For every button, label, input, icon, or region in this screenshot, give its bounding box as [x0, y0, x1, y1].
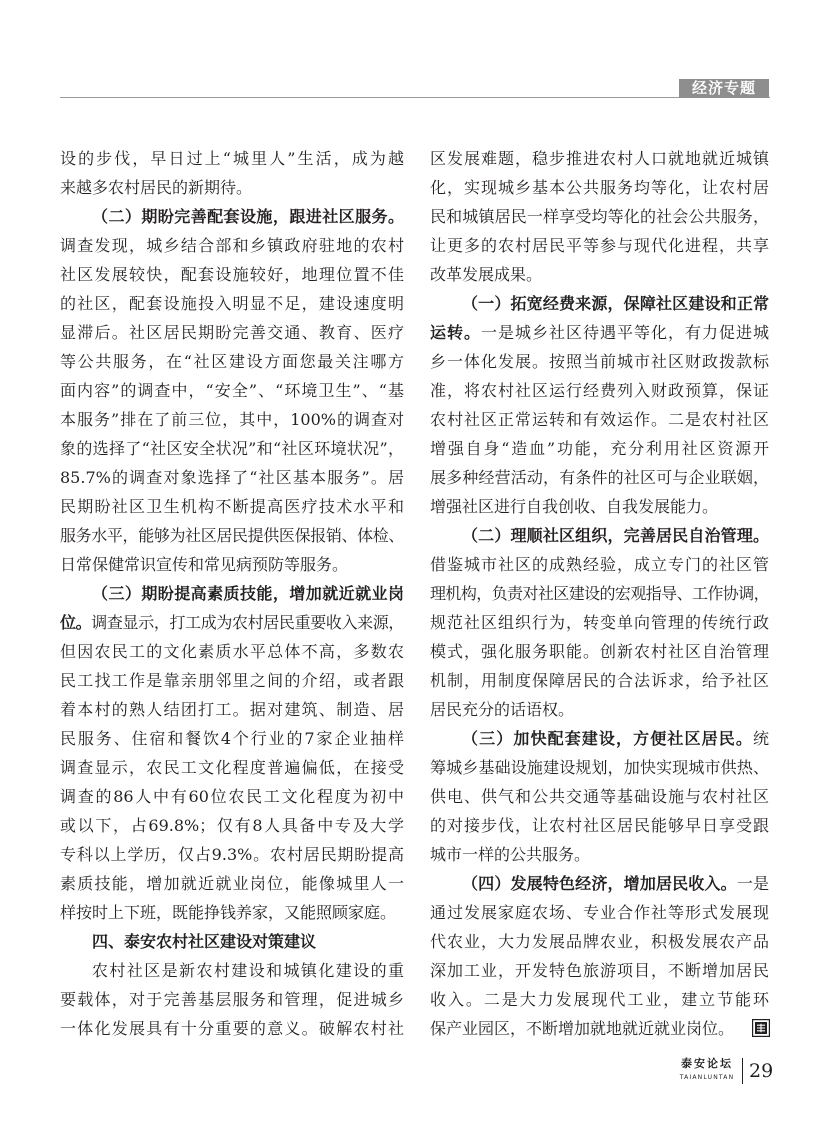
text-line	[60, 579, 404, 608]
text-line: 区发展难题，稳步推进农村人口就地就近城镇	[430, 149, 769, 168]
section-label: 经济专题	[679, 79, 769, 98]
text-line: 专科以上学历，仅占9.3%。农村居民期盼提高	[60, 845, 404, 864]
text-line: 显滞后。社区居民期盼完善交通、教育、医疗	[60, 323, 404, 342]
text-line: 民工找工作是靠亲朋邻里之间的介绍，或者跟	[60, 671, 404, 690]
text-line: 社区发展较快，配套设施较好，地理位置不佳	[60, 265, 404, 284]
text-line: 通过发展家庭农场、专业合作社等形式发展现	[430, 903, 769, 922]
right-column	[430, 144, 769, 1043]
body-text: 调查显示，打工成为农村居民重要收入来源，	[91, 613, 404, 632]
bold-lead-text: 位。	[60, 613, 92, 632]
text-line: 准，将农村社区运行经费列入财政预算，保证	[430, 381, 769, 400]
text-line	[60, 927, 404, 956]
journal-name: 泰安论坛	[681, 1057, 733, 1070]
text-line: 素质技能，增加就近就业岗位，能像城里人一	[60, 874, 404, 893]
text-line	[430, 724, 769, 753]
text-line: 理机构，负责对社区建设的宏观指导、工作协调，	[430, 584, 769, 603]
paragraph	[430, 869, 769, 1043]
text-line: 调查发现，城乡结合部和乡镇政府驻地的农村	[60, 236, 404, 255]
page-number: 29	[749, 1060, 774, 1082]
body-text: 一是	[736, 874, 769, 893]
bold-lead-text: （四）发展特色经济，增加居民收入。	[462, 874, 737, 893]
text-line: 着本村的熟人结团打工。据对建筑、制造、居	[60, 700, 404, 719]
text-line: 的社区，配套设施投入明显不足，建设速度明	[60, 294, 404, 313]
text-line: 保产业园区，不断增加就地就近就业岗位。	[430, 1019, 735, 1038]
text-line	[430, 289, 769, 318]
bold-lead-text: （一）拓宽经费来源，保障社区建设和正常	[462, 294, 769, 313]
paragraph	[60, 579, 404, 927]
paragraph	[430, 724, 769, 869]
text-line: 居民充分的话语权。	[430, 700, 575, 719]
text-line: 乡一体化发展。按照当前城市社区财政拨款标	[430, 352, 769, 371]
body-text: 一是城乡社区待遇平等化，有力促进城	[481, 323, 769, 342]
end-mark-icon	[752, 1019, 770, 1037]
text-line: 农村社区正常运转和有效运作。二是农村社区	[430, 410, 769, 429]
text-line: 改革发展成果。	[430, 265, 543, 284]
paragraph	[60, 202, 404, 579]
bold-lead-text: 运转。	[430, 323, 481, 342]
paragraph	[430, 144, 769, 289]
text-line: 代农业，大力发展品牌农业，积极发展农产品	[430, 932, 769, 951]
text-line: 调查的86人中有60位农民工文化程度为初中	[60, 787, 404, 806]
text-line: 供电、供气和公共交通等基础设施与农村社区	[430, 787, 769, 806]
text-line: 一体化发展具有十分重要的意义。破解农村社	[60, 1019, 404, 1038]
text-line: 模式，强化服务职能。创新农村社区自治管理	[430, 642, 769, 661]
text-line: 等公共服务，在“社区建设方面您最关注哪方	[60, 352, 404, 371]
text-line: 化，实现城乡基本公共服务均等化，让农村居	[430, 178, 769, 197]
text-line: 增强自身“造血”功能，充分利用社区资源开	[430, 439, 769, 458]
text-line: 样按时上下班，既能挣钱养家，又能照顾家庭。	[60, 903, 397, 922]
text-line: 象的选择了“社区安全状况”和“社区环境状况”，	[60, 439, 404, 458]
body-text: 统	[752, 729, 769, 748]
text-line: 或以下，占69.8%；仅有8人具备中专及大学	[60, 816, 404, 835]
paragraph	[60, 956, 404, 1043]
paragraph	[60, 144, 404, 202]
text-line: 但因农民工的文化素质水平总体不高，多数农	[60, 642, 404, 661]
text-line: 规范社区组织行为，转变单向管理的传统行政	[430, 613, 769, 632]
text-line: 日常保健常识宣传和常见病预防等服务。	[60, 555, 349, 574]
bold-lead-text: （三）加快配套建设，方便社区居民。	[462, 729, 753, 748]
text-line	[430, 521, 769, 550]
header-rule	[60, 97, 770, 98]
section-heading	[60, 927, 404, 956]
text-line: 面内容”的调查中，“安全”、“环境卫生”、“基	[60, 381, 404, 400]
paragraph	[430, 521, 769, 724]
text-line: 本服务”排在了前三位，其中，100%的调查对	[60, 410, 404, 429]
left-column	[60, 144, 404, 1043]
text-line: 收入。二是大力发展现代工业，建立节能环	[430, 990, 769, 1009]
bold-lead-text: （二）理顺社区组织，完善居民自治管理。	[462, 526, 769, 545]
text-line: 城市一样的公共服务。	[430, 845, 591, 864]
bold-lead-text: 四、泰安农村社区建设对策建议	[92, 932, 317, 951]
text-line	[430, 318, 769, 347]
text-line: 深加工业，开发特色旅游项目，不断增加居民	[430, 961, 769, 980]
text-line: 85.7%的调查对象选择了“社区基本服务”。居	[60, 468, 404, 487]
text-line: 民期盼社区卫生机构不断提高医疗技术水平和	[60, 497, 404, 516]
footer-divider	[742, 1058, 743, 1084]
text-line: 民和城镇居民一样享受均等化的社会公共服务，	[430, 207, 769, 226]
text-line: 增强社区进行自我创收、自我发展能力。	[430, 497, 719, 516]
text-line	[430, 869, 769, 898]
text-line: 农村社区是新农村建设和城镇化建设的重	[92, 961, 404, 980]
text-line: 借鉴城市社区的成熟经验，成立专门的社区管	[430, 555, 769, 574]
bold-lead-text: （三）期盼提高素质技能，增加就近就业岗	[92, 584, 404, 603]
text-line: 机制，用制度保障居民的合法诉求，给予社区	[430, 671, 769, 690]
journal-pinyin: TAIANLUNTAN	[679, 1074, 735, 1081]
text-line: 服务水平，能够为社区居民提供医保报销、体检、	[60, 526, 404, 545]
text-line	[60, 608, 404, 637]
text-line: 筹城乡基础设施建设规划，加快实现城市供热、	[430, 758, 769, 777]
text-line: 要载体，对于完善基层服务和管理，促进城乡	[60, 990, 404, 1009]
text-line: 来越多农村居民的新期待。	[60, 178, 253, 197]
text-line: 设的步伐，早日过上“城里人”生活，成为越	[60, 149, 404, 168]
bold-lead-text: （二）期盼完善配套设施，跟进社区服务。	[92, 207, 404, 226]
text-line: 的对接步伐，让农村社区居民能够早日享受跟	[430, 816, 769, 835]
text-line: 让更多的农村居民平等参与现代化进程，共享	[430, 236, 769, 255]
paragraph	[430, 289, 769, 521]
text-line: 展多种经营活动，有条件的社区可与企业联姻，	[430, 468, 769, 487]
text-line: 民服务、住宿和餐饮4个行业的7家企业抽样	[60, 729, 404, 748]
text-line: 调查显示，农民工文化程度普遍偏低，在接受	[60, 758, 404, 777]
text-line	[60, 202, 404, 231]
